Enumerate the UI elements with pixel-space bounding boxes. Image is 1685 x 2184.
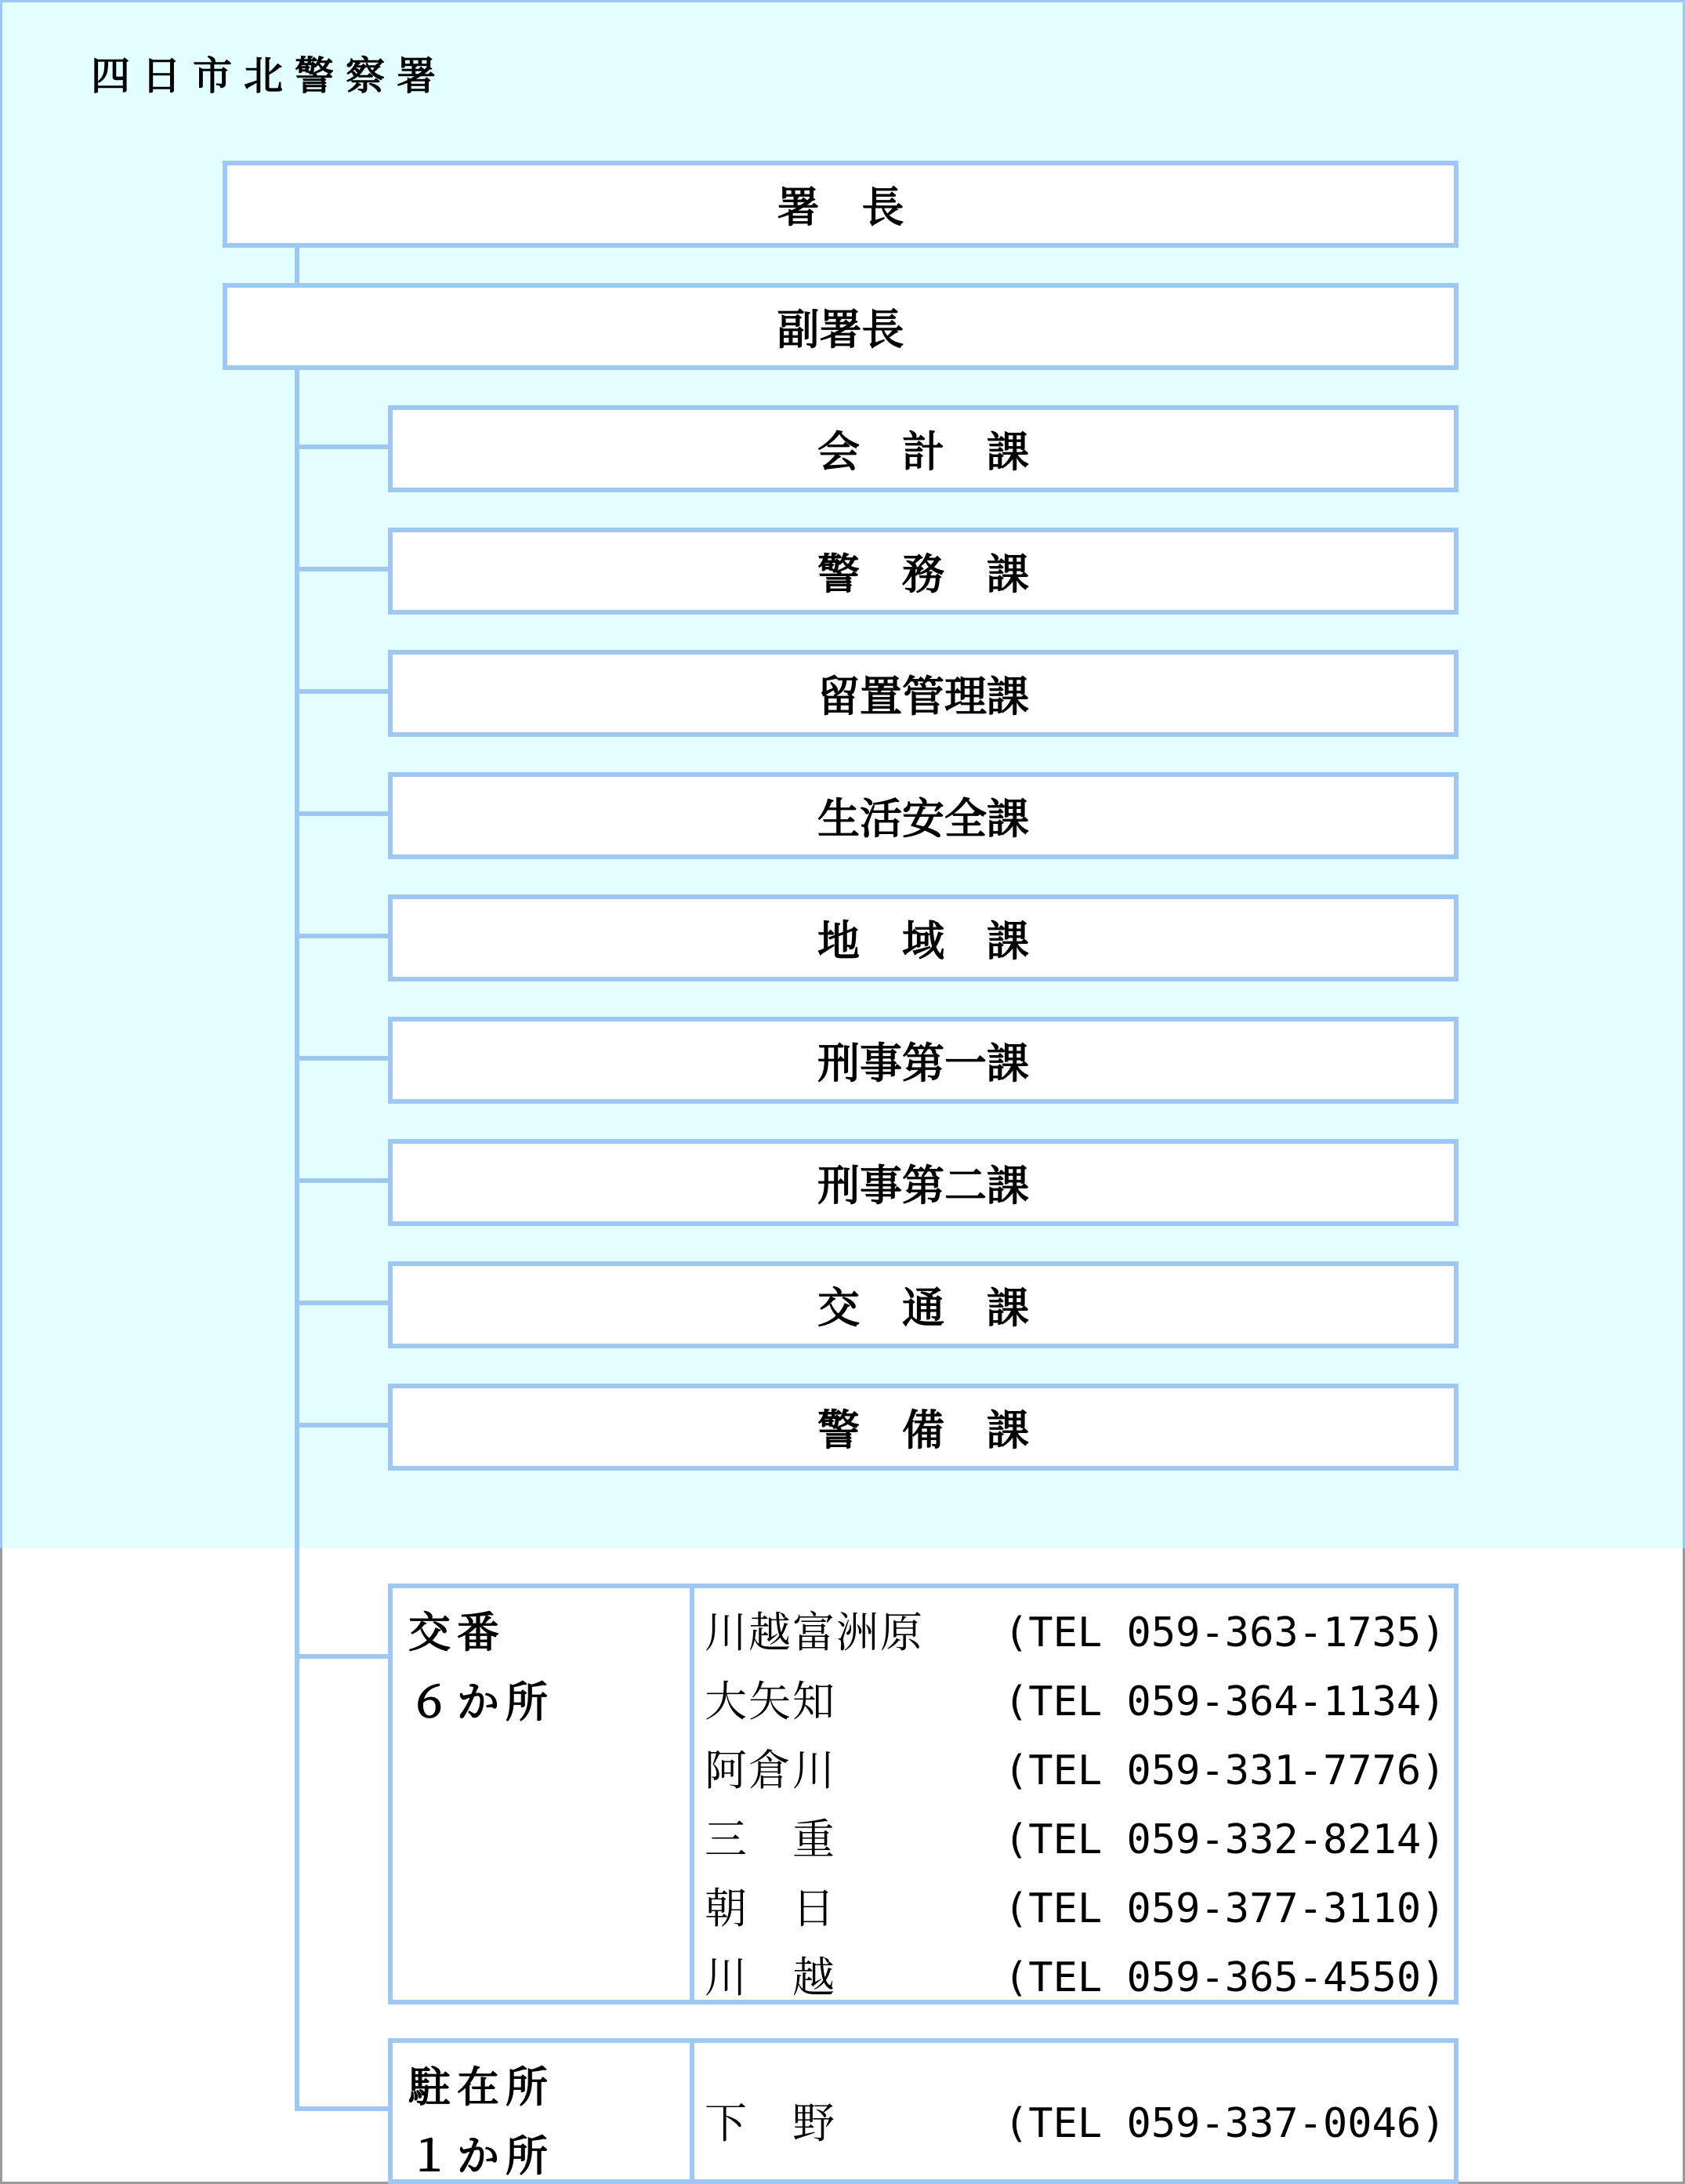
koban-tel: (TEL 059-365-4550) xyxy=(1004,1954,1446,2001)
section-label: 警 備 課 xyxy=(817,1406,1029,1455)
section-label: 刑事第一課 xyxy=(817,1039,1029,1088)
section-box xyxy=(388,1261,1459,1348)
section-label: 会 計 課 xyxy=(817,427,1029,477)
section-box xyxy=(388,1017,1459,1104)
koban-entry xyxy=(393,1588,1454,1657)
koban-tel: (TEL 059-331-7776) xyxy=(1004,1747,1446,1794)
section-label: 交 通 課 xyxy=(817,1283,1029,1333)
section-label: 生活安全課 xyxy=(817,794,1029,843)
koban-entry xyxy=(393,1726,1454,1795)
connector-branch xyxy=(295,1423,390,1428)
connector-branch xyxy=(295,567,390,571)
koban-name: 朝 日 xyxy=(705,1884,836,1933)
chuzaisho-count: １か所 xyxy=(408,2131,554,2181)
koban-tel: (TEL 059-363-1735) xyxy=(1004,1609,1446,1656)
chief-label: 署 長 xyxy=(777,183,904,232)
connector-branch xyxy=(295,1056,390,1061)
connector-branch xyxy=(295,1178,390,1183)
connector-branch xyxy=(295,811,390,816)
section-box xyxy=(388,528,1459,615)
deputy-chief-label: 副署長 xyxy=(777,305,904,354)
section-box xyxy=(388,1139,1459,1226)
koban-entry xyxy=(393,1657,1454,1726)
section-box xyxy=(388,650,1459,737)
koban-entry xyxy=(393,1933,1454,2002)
connector-branch xyxy=(295,2106,390,2111)
deputy-chief-box xyxy=(223,283,1459,370)
section-box xyxy=(388,894,1459,981)
koban-entry xyxy=(393,1864,1454,1933)
connector-branch xyxy=(295,689,390,694)
chuzaisho-tel: (TEL 059-337-0046) xyxy=(1004,2100,1446,2147)
section-label: 留置管理課 xyxy=(817,672,1029,721)
koban-tel: (TEL 059-377-3110) xyxy=(1004,1885,1446,1932)
koban-name: 阿倉川 xyxy=(705,1746,836,1795)
connector-branch xyxy=(295,1301,390,1305)
section-label: 刑事第二課 xyxy=(817,1161,1029,1210)
page-title: 四日市北警察署 xyxy=(91,53,448,99)
chuzaisho-group xyxy=(388,2038,1459,2184)
koban-label: 交番 xyxy=(408,1608,506,1657)
section-box xyxy=(388,1384,1459,1471)
connector-branch xyxy=(295,444,390,449)
chuzaisho-name: 下 野 xyxy=(705,2099,836,2148)
koban-group xyxy=(388,1584,1459,2004)
connector-trunk xyxy=(295,370,299,2111)
section-box xyxy=(388,772,1459,859)
section-box xyxy=(388,405,1459,492)
connector-branch xyxy=(295,1654,390,1659)
chief-box xyxy=(223,161,1459,248)
koban-name: 大矢知 xyxy=(705,1677,836,1726)
koban-name: 川越富洲原 xyxy=(705,1608,924,1657)
koban-name: 川 越 xyxy=(705,1953,836,2002)
koban-name: 三 重 xyxy=(705,1815,836,1864)
koban-count: ６か所 xyxy=(408,1678,554,1727)
section-label: 警 務 課 xyxy=(817,550,1029,599)
koban-tel: (TEL 059-364-1134) xyxy=(1004,1678,1446,1725)
chuzaisho-label: 駐在所 xyxy=(408,2062,554,2112)
section-label: 地 域 課 xyxy=(817,916,1029,966)
chuzaisho-entry xyxy=(393,2079,1454,2148)
connector-branch xyxy=(295,934,390,938)
koban-tel: (TEL 059-332-8214) xyxy=(1004,1816,1446,1863)
koban-entry xyxy=(393,1795,1454,1864)
connector-chief-deputy xyxy=(295,248,299,285)
